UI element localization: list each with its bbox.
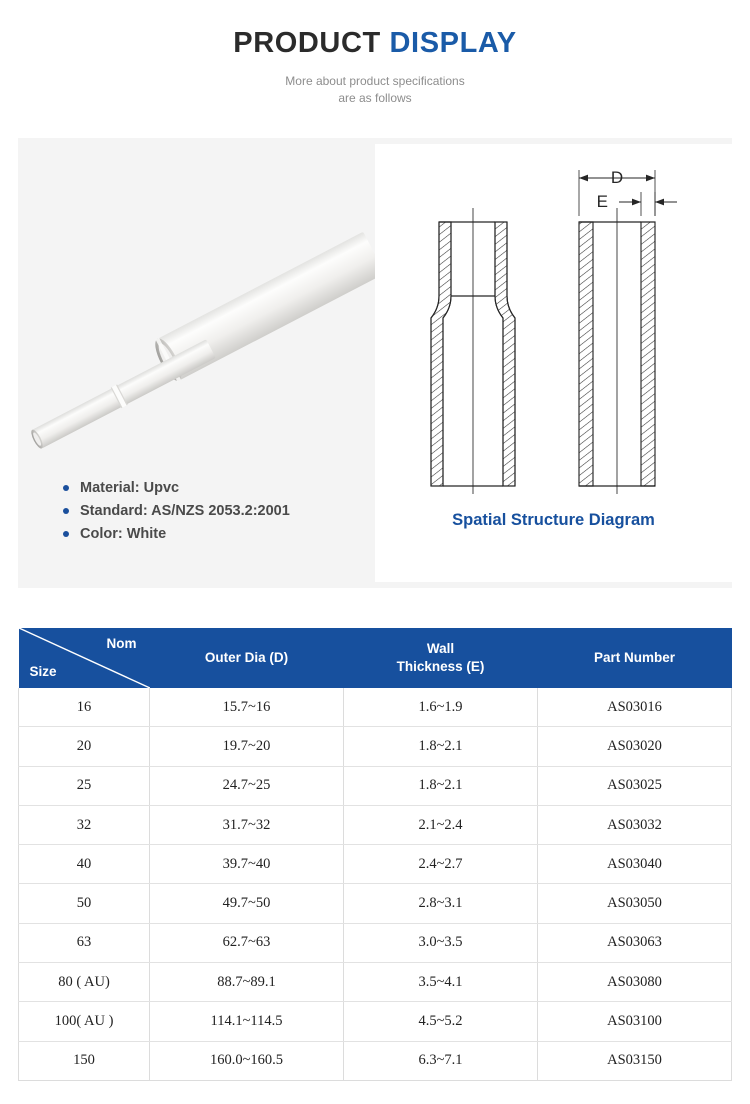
wall-thickness-line1: Wall [426, 640, 455, 656]
cell-outer-dia: 19.7~20 [150, 727, 344, 766]
cell-wall-thickness: 4.5~5.2 [344, 1002, 538, 1041]
cell-part-number: AS03150 [538, 1041, 732, 1080]
cell-nom-size: 50 [19, 884, 150, 923]
wall-thickness-line2: Thickness (E) [396, 659, 485, 674]
cell-outer-dia: 160.0~160.5 [150, 1041, 344, 1080]
cell-wall-thickness: 2.4~2.7 [344, 845, 538, 884]
cell-nom-size: 150 [19, 1041, 150, 1080]
dimension-label-d: D [610, 168, 624, 187]
table-header-size: Size [29, 663, 57, 679]
page-title [0, 28, 750, 60]
table-row [19, 688, 732, 727]
table-header [19, 628, 732, 688]
table-row [19, 1002, 732, 1041]
table-header-wall-thickness [344, 628, 538, 688]
cell-outer-dia: 39.7~40 [150, 845, 344, 884]
table-row [19, 884, 732, 923]
product-photo-panel [18, 138, 375, 588]
cell-nom-size: 63 [19, 923, 150, 962]
table-row [19, 805, 732, 844]
spec-item-standard: Standard: AS/NZS 2053.2:2001 [62, 500, 290, 523]
cell-nom-size: 40 [19, 845, 150, 884]
cell-outer-dia: 24.7~25 [150, 766, 344, 805]
product-spec-list [62, 477, 290, 546]
cell-nom-size: 16 [19, 688, 150, 727]
cell-nom-size: 20 [19, 727, 150, 766]
cell-wall-thickness: 2.8~3.1 [344, 884, 538, 923]
table-row [19, 845, 732, 884]
cell-part-number: AS03050 [538, 884, 732, 923]
showcase-section [18, 138, 732, 588]
cell-nom-size: 32 [19, 805, 150, 844]
table-row [19, 923, 732, 962]
cell-part-number: AS03063 [538, 923, 732, 962]
cell-part-number: AS03025 [538, 766, 732, 805]
cell-outer-dia: 31.7~32 [150, 805, 344, 844]
cell-part-number: AS03080 [538, 963, 732, 1002]
table-row [19, 766, 732, 805]
page-title-accent: DISPLAY [389, 27, 517, 59]
page-subtitle [0, 73, 750, 108]
table-row [19, 963, 732, 1002]
table-header-row [19, 628, 732, 688]
table-header-part-number: Part Number [538, 628, 732, 688]
table-row [19, 1041, 732, 1080]
cell-nom-size: 80 ( AU) [19, 963, 150, 1002]
cell-outer-dia: 15.7~16 [150, 688, 344, 727]
table-body [19, 688, 732, 1080]
cell-part-number: AS03040 [538, 845, 732, 884]
cell-wall-thickness: 2.1~2.4 [344, 805, 538, 844]
page-subtitle-line2: are as follows [338, 91, 412, 106]
table-header-corner [19, 628, 150, 688]
dimension-label-e: E [596, 192, 608, 211]
cell-nom-size: 100( AU ) [19, 1002, 150, 1041]
cell-outer-dia: 49.7~50 [150, 884, 344, 923]
cell-wall-thickness: 3.0~3.5 [344, 923, 538, 962]
table-row [19, 727, 732, 766]
product-photo [18, 138, 375, 498]
cell-wall-thickness: 3.5~4.1 [344, 963, 538, 1002]
cell-nom-size: 25 [19, 766, 150, 805]
page-subtitle-line1: More about product specifications [285, 73, 465, 88]
cell-wall-thickness: 1.8~2.1 [344, 727, 538, 766]
page-title-main: PRODUCT [233, 27, 390, 59]
cell-part-number: AS03016 [538, 688, 732, 727]
cell-outer-dia: 88.7~89.1 [150, 963, 344, 1002]
cell-outer-dia: 114.1~114.5 [150, 1002, 344, 1041]
cell-wall-thickness: 1.8~2.1 [344, 766, 538, 805]
page-header [0, 0, 750, 108]
diagram-caption: Spatial Structure Diagram [452, 511, 655, 529]
spatial-structure-drawing [403, 156, 703, 506]
specification-table [18, 628, 732, 1081]
cell-outer-dia: 62.7~63 [150, 923, 344, 962]
spec-item-material: Material: Upvc [62, 477, 290, 500]
cell-wall-thickness: 1.6~1.9 [344, 688, 538, 727]
spec-item-color: Color: White [62, 523, 290, 546]
cell-part-number: AS03032 [538, 805, 732, 844]
diagram-panel [375, 138, 732, 588]
cell-part-number: AS03020 [538, 727, 732, 766]
cell-wall-thickness: 6.3~7.1 [344, 1041, 538, 1080]
table-header-outer-dia: Outer Dia (D) [150, 628, 344, 688]
table-header-nom: Nom [106, 636, 137, 651]
cell-part-number: AS03100 [538, 1002, 732, 1041]
